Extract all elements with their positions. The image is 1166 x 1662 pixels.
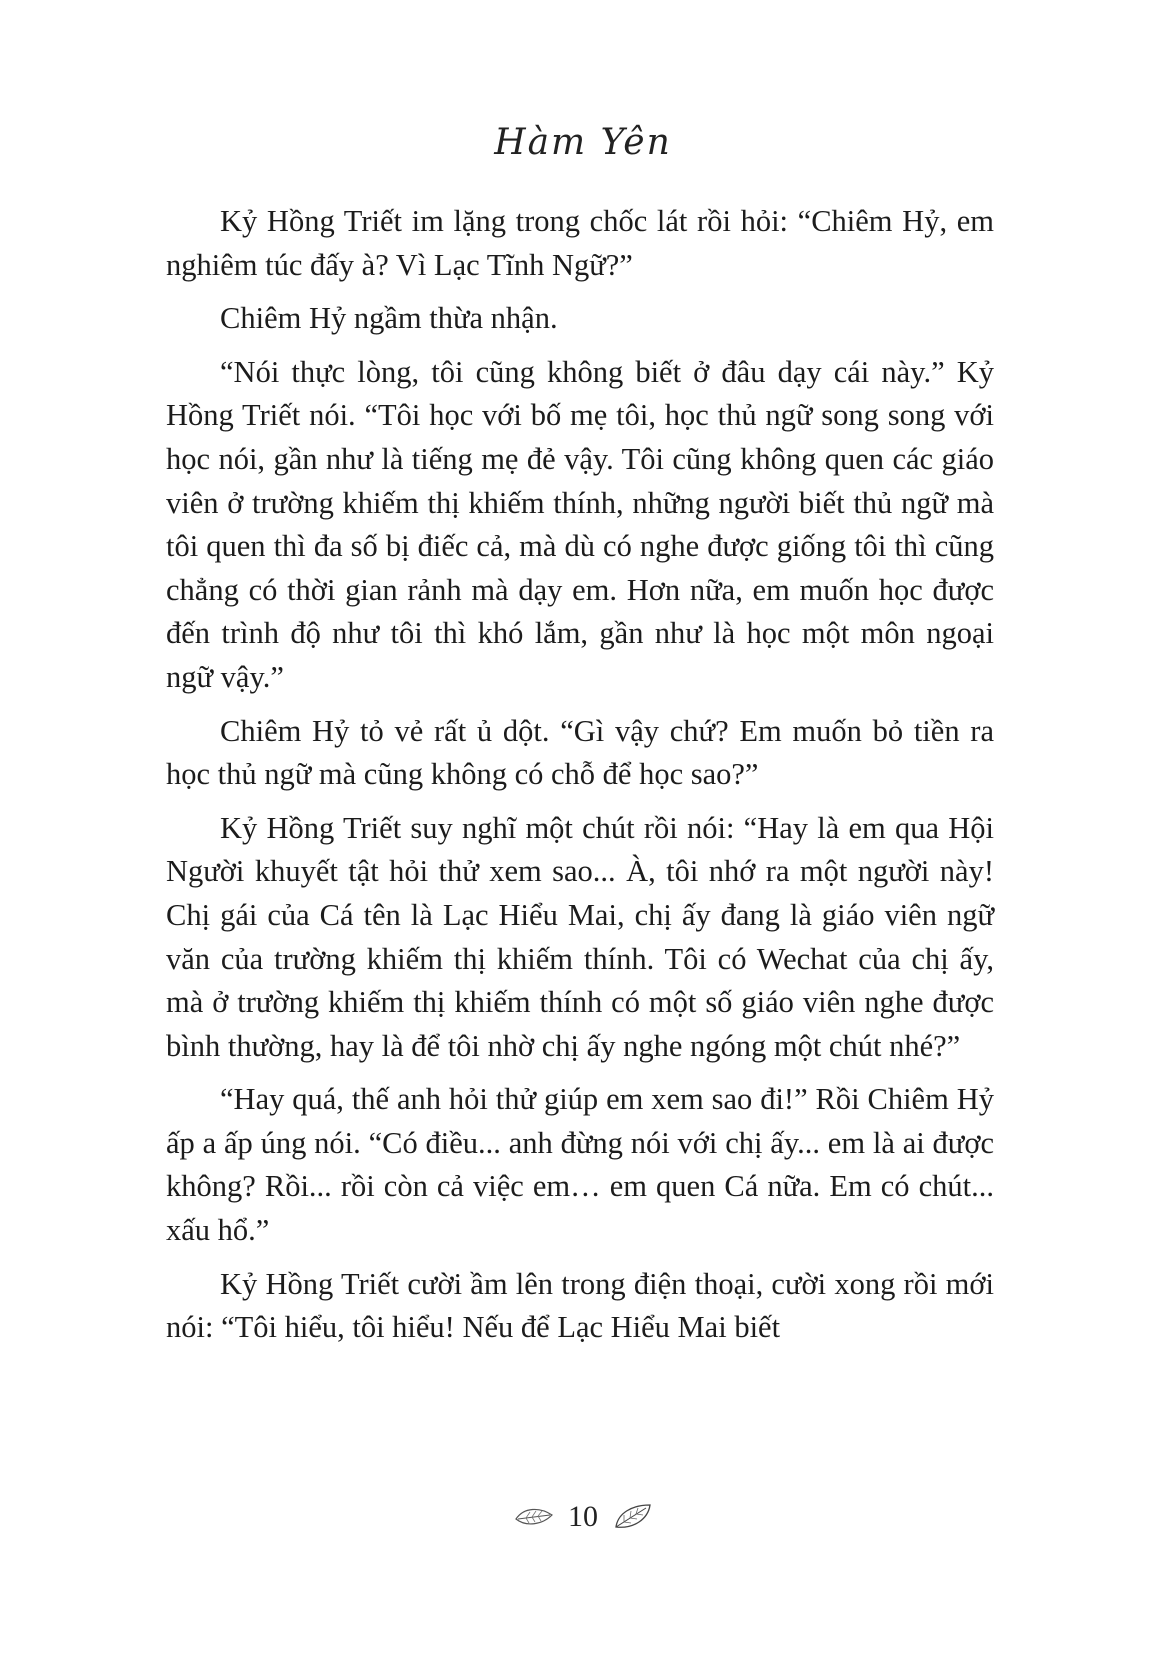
leaf-left-icon [514, 1503, 554, 1531]
paragraph: Chiêm Hỷ tỏ vẻ rất ủ dột. “Gì vậy chứ? Em muốn bỏ tiền ra học thủ ngữ mà cũng không có chỗ để học sao?” [166, 713, 994, 792]
page-number: 10 [568, 1500, 598, 1533]
running-header-title: Hàm Yên [494, 122, 672, 163]
paragraph: “Hay quá, thế anh hỏi thử giúp em xem sao đi!” Rồi Chiêm Hỷ ấp a ấp úng nói. “Có điều... anh đừng nói với chị ấy... em là ai được không? Rồi... rồi còn cả việc em… em quen Cá nữa. Em có chút... xấu hổ.” [166, 1082, 994, 1248]
paragraph: Chiêm Hỷ ngầm thừa nhận. [220, 301, 558, 336]
body-text [166, 200, 994, 1360]
paragraph: Kỷ Hồng Triết im lặng trong chốc lát rồi hỏi: “Chiêm Hỷ, em nghiêm túc đấy à? Vì Lạc Tĩnh Ngữ?” [166, 204, 994, 282]
leaf-right-icon [612, 1503, 652, 1531]
paragraph: “Nói thực lòng, tôi cũng không biết ở đâu dạy cái này.” Kỷ Hồng Triết nói. “Tôi học với bố mẹ tôi, học thủ ngữ song song với học nói, gần như là tiếng mẹ đẻ vậy. Tôi cũng không quen các giáo viên ở trường khiếm thị khiếm thính, những người biết thủ ngữ mà tôi quen thì đa số bị điếc cả, mà dù có nghe được giống tôi thì cũng chẳng có thời gian rảnh mà dạy em. Hơn nữa, em muốn học được đến trình độ như tôi thì khó lắm, gần như là học một môn ngoại ngữ vậy.” [166, 354, 994, 694]
page-footer [0, 1500, 1166, 1534]
paragraph: Kỷ Hồng Triết suy nghĩ một chút rồi nói: “Hay là em qua Hội Người khuyết tật hỏi thử xem sao... À, tôi nhớ ra một người này! Chị gái của Cá tên là Lạc Hiểu Mai, chị ấy đang là giáo viên ngữ văn của trường khiếm thị khiếm thính. Tôi có Wechat của chị ấy, mà ở trường khiếm thị khiếm thính có một số giáo viên nghe được bình thường, hay là để tôi nhờ chị ấy nghe ngóng một chút nhé?” [166, 810, 994, 1063]
paragraph: Kỷ Hồng Triết cười ầm lên trong điện thoại, cười xong rồi mới nói: “Tôi hiểu, tôi hiểu! Nếu để Lạc Hiểu Mai biết [166, 1266, 994, 1345]
